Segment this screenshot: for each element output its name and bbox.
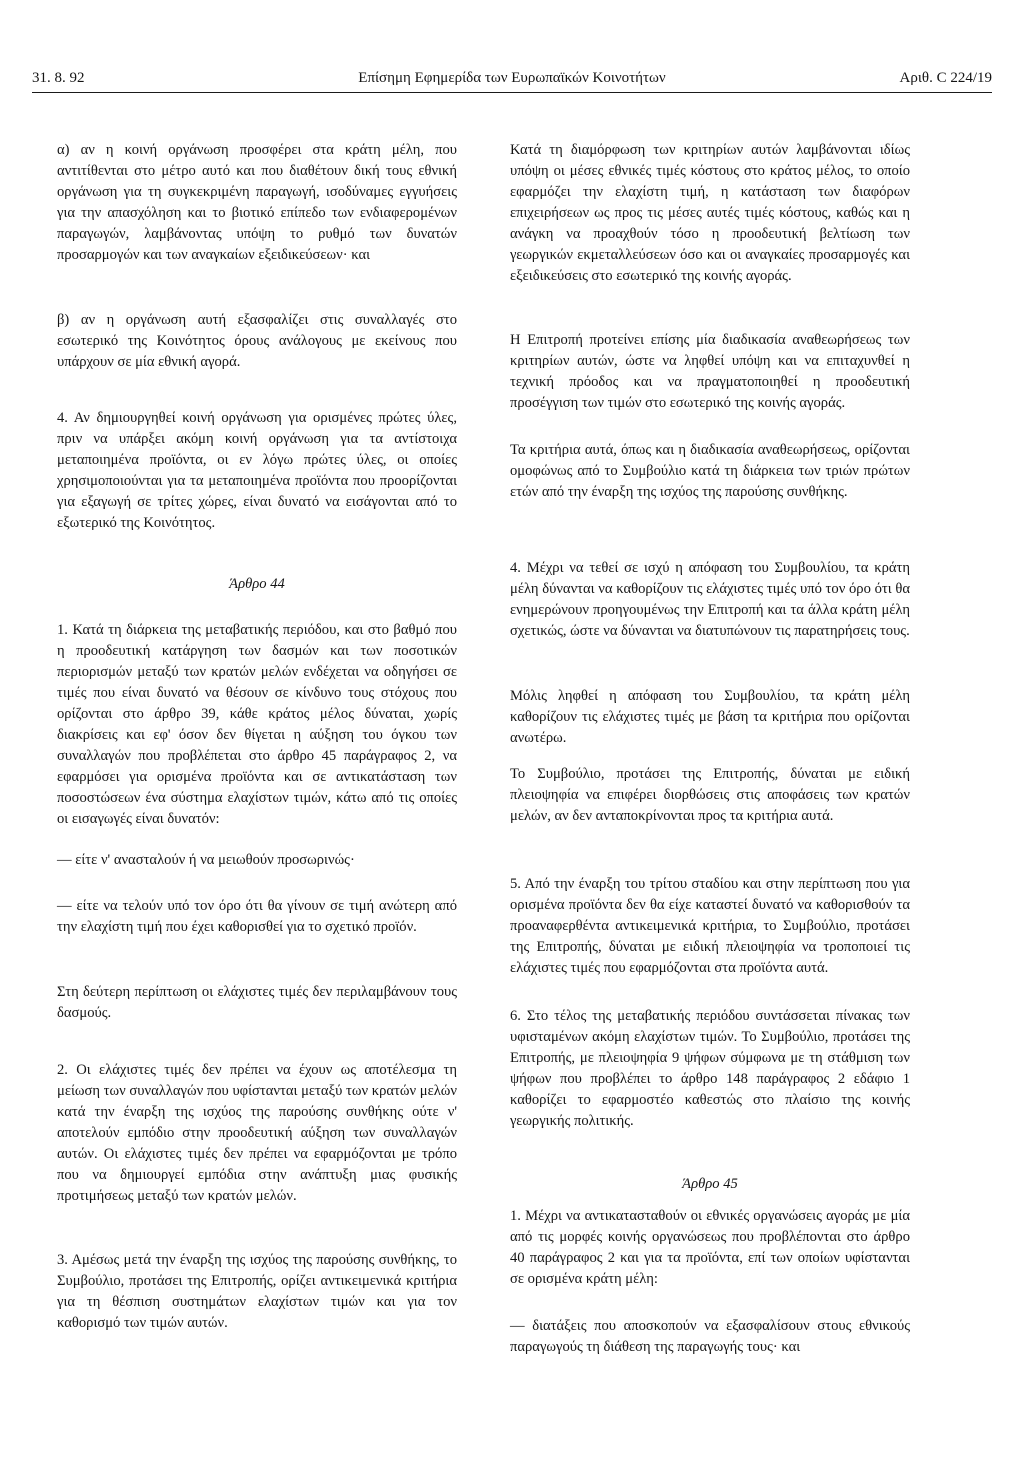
paragraph-unanimous: Τα κριτήρια αυτά, όπως και η διαδικασία αναθεωρήσεως, ορίζονται ομοφώνως από το Συμβούλιο κατά τη διάρκεια των τριών πρώτων ετών από την έναρξη της ισχύος της παρούσης συνθήκης. [510, 442, 910, 500]
article-44-paragraph-6: 6. Στο τέλος της μεταβατικής περιόδου συντάσσεται πίνακας των υφισταμένων ακόμη ελαχίστων τιμών. Το Συμβούλιο, προτάσει της Επιτροπής, με πλειοψηφία 9 ψήφων σύμφωνα με τη στάθμιση των ψήφων που προβλέπει το άρθρο 148 παράγραφος 2 εδάφιο 1 καθορίζει το εφαρμοστέο καθεστώς στο πλαίσιο της κοινής γεωργικής πολιτικής. [510, 1008, 910, 1129]
article-45-heading: Άρθρο 45 [682, 1176, 738, 1192]
paragraph-once-decided: Μόλις ληφθεί η απόφαση του Συμβουλίου, τα κράτη μέλη καθορίζουν τις ελάχιστες τιμές με βάση τα κριτήρια που ορίζονται ανωτέρω. [510, 688, 910, 746]
paragraph-council: Το Συμβούλιο, προτάσει της Επιτροπής, δύναται με ειδική πλειοψηφία να επιφέρει διορθώσεις στις αποφάσεις των κρατών μελών, αν δεν ανταποκρίνονται προς τα κριτήρια αυτά. [510, 766, 910, 824]
article-44-paragraph-1: 1. Κατά τη διάρκεια της μεταβατικής περιόδου, και στο βαθμό που η προοδευτική κατάργηση των δασμών και των ποσοτικών περιορισμών μεταξύ των κρατών μελών ενδέχεται να οδηγήσει σε τιμές που είναι δυνατό να θέσουν σε κίνδυνο τους στόχους που ορίζονται στο άρθρο 39, κάθε κράτος μέλος δύναται, χωρίς διακρίσεις και εφ' όσον δεν θίγεται η αύξηση του όγκου των συναλλαγών που προβλέπεται στο άρθρο 45 παράγραφος 2, να εφαρμόσει για ορισμένα προϊόντα και σε αντικατάσταση των ποσοστώσεων ένα σύστημα ελαχίστων τιμών, κάτω από τις οποίες οι εισαγωγές είναι δυνατόν: [57, 622, 457, 827]
article-44-paragraph-5: 5. Από την έναρξη του τρίτου σταδίου και στην περίπτωση που για ορισμένα προϊόντα δεν θα είχε καταστεί δυνατό να καθορισθούν τα προαναφερθέντα αντικειμενικά κριτήρια, το Συμβούλιο, προτάσει της Επιτροπής, δύναται με ειδική πλειοψηφία να τροποποιεί τις ελάχιστες τιμές που εφαρμόζονται στα προϊόντα αυτά. [510, 876, 910, 976]
dash-item-suspend: — είτε ν' ανασταλούν ή να μειωθούν προσωρινώς· [57, 852, 355, 868]
paragraph-commission: Η Επιτροπή προτείνει επίσης μία διαδικασία αναθεωρήσεως των κριτηρίων αυτών, ώστε να ληφθεί υπόψη και να επιταχυνθεί η τεχνική πρόοδος και να πραγματοποιηθεί η προοδευτική προσέγγιση των τιμών στο εσωτερικό της κοινής αγοράς. [510, 332, 910, 411]
paragraph-a: α) αν η κοινή οργάνωση προσφέρει στα κράτη μέλη, που αντιτίθενται στο μέτρο αυτό και που διαθέτουν δική τους εθνική οργάνωση για τη συγκεκριμένη παραγωγή, ισοδύναμες εγγυήσεις για την απασχόληση και το βιοτικό επίπεδο των ενδιαφερομένων παραγωγών, λαμβάνοντας υπόψη το ρυθμό των δυνατών προσαρμογών και των αναγκαίων εξειδικεύσεων· και [57, 142, 457, 263]
paragraph-b: β) αν η οργάνωση αυτή εξασφαλίζει στις συναλλαγές στο εσωτερικό της Κοινότητος όρους ανάλογους με εκείνους που υπάρχουν σε μία εθνική αγορά. [57, 312, 457, 370]
paragraph-second-case: Στη δεύτερη περίπτωση οι ελάχιστες τιμές δεν περιλαμβάνουν τους δασμούς. [57, 984, 457, 1021]
paragraph-4: 4. Αν δημιουργηθεί κοινή οργάνωση για ορισμένες πρώτες ύλες, πριν να υπάρξει ακόμη κοινή οργάνωση για τα αντίστοιχα μεταποιημένα προϊόντα, οι εν λόγω πρώτες ύλες, οι οποίες χρησιμοποιούνται για τα μεταποιημένα προϊόντα που προορίζονται για εξαγωγή σε τρίτες χώρες, είναι δυνατό να εισάγονται από το εξωτερικό της Κοινότητος. [57, 410, 457, 531]
article-44-paragraph-2: 2. Οι ελάχιστες τιμές δεν πρέπει να έχουν ως αποτέλεσμα τη μείωση των συναλλαγών που υφίστανται μεταξύ των κρατών μελών κατά την έναρξη της ισχύος της παρούσης συνθήκης ούτε ν' αποτελούν εμπόδιο στην προοδευτική αύξηση των συναλλαγών αυτών. Οι ελάχιστες τιμές δεν πρέπει να εφαρμόζονται με τρόπο που να δημιουργεί εμπόδια στην ανάπτυξη μιας φυσικής προτιμήσεως μεταξύ των κρατών μελών. [57, 1062, 457, 1204]
article-44-paragraph-4: 4. Μέχρι να τεθεί σε ισχύ η απόφαση του Συμβουλίου, τα κράτη μέλη δύνανται να καθορίζουν τις ελάχιστες τιμές υπό τον όρο ότι θα ενημερώνουν προηγουμένως την Επιτροπή και τα άλλα κράτη μέλη σχετικώς, ώστε να δύνανται να διατυπώνουν τις παρατηρήσεις τους. [510, 560, 910, 639]
header-reference: Αριθ. C 224/19 [899, 70, 992, 86]
page-header [32, 66, 992, 93]
article-45-paragraph-1: 1. Μέχρι να αντικατασταθούν οι εθνικές οργανώσεις αγοράς με μία από τις μορφές κοινής οργανώσεως που προβλέπονται στο άρθρο 40 παράγραφος 2 και για τα προϊόντα, επί των οποίων υφίστανται σε ορισμένα κράτη μέλη: [510, 1208, 910, 1287]
header-date: 31. 8. 92 [32, 70, 85, 86]
article-44-heading: Άρθρο 44 [229, 576, 285, 592]
paragraph-criteria: Κατά τη διαμόρφωση των κριτηρίων αυτών λαμβάνονται ιδίως υπόψη οι μέσες εθνικές τιμές κόστους στο κράτος μέλος, το οποίο εφαρμόζει την ελαχίστη τιμή, η κατάσταση των διαφόρων επιχειρήσεων ως προς τις μέσες αυτές τιμές κόστους, καθώς και η ανάγκη να προαχθούν τόσο η προοδευτική βελτίωση των γεωργικών εκμεταλλεύσεων όσο και οι αναγκαίες προσαρμογές και εξειδικεύσεις στο εσωτερικό της κοινής αγοράς. [510, 142, 910, 284]
dash-item-national-producers: — διατάξεις που αποσκοπούν να εξασφαλίσουν στους εθνικούς παραγωγούς τη διάθεση της παραγωγής τους· και [510, 1318, 910, 1355]
article-44-paragraph-3: 3. Αμέσως μετά την έναρξη της ισχύος της παρούσης συνθήκης, το Συμβούλιο, προτάσει της Επιτροπής, ορίζει αντικειμενικά κριτήρια για τη θέσπιση συστημάτων ελαχίστων τιμών και για τον καθορισμό των τιμών αυτών. [57, 1252, 457, 1331]
header-journal-title: Επίσημη Εφημερίδα των Ευρωπαϊκών Κοινοτήτων [358, 70, 666, 86]
dash-item-higher-price: — είτε να τελούν υπό τον όρο ότι θα γίνουν σε τιμή ανώτερη από την ελαχίστη τιμή που έχει καθορισθεί για το σχετικό προϊόν. [57, 898, 457, 935]
